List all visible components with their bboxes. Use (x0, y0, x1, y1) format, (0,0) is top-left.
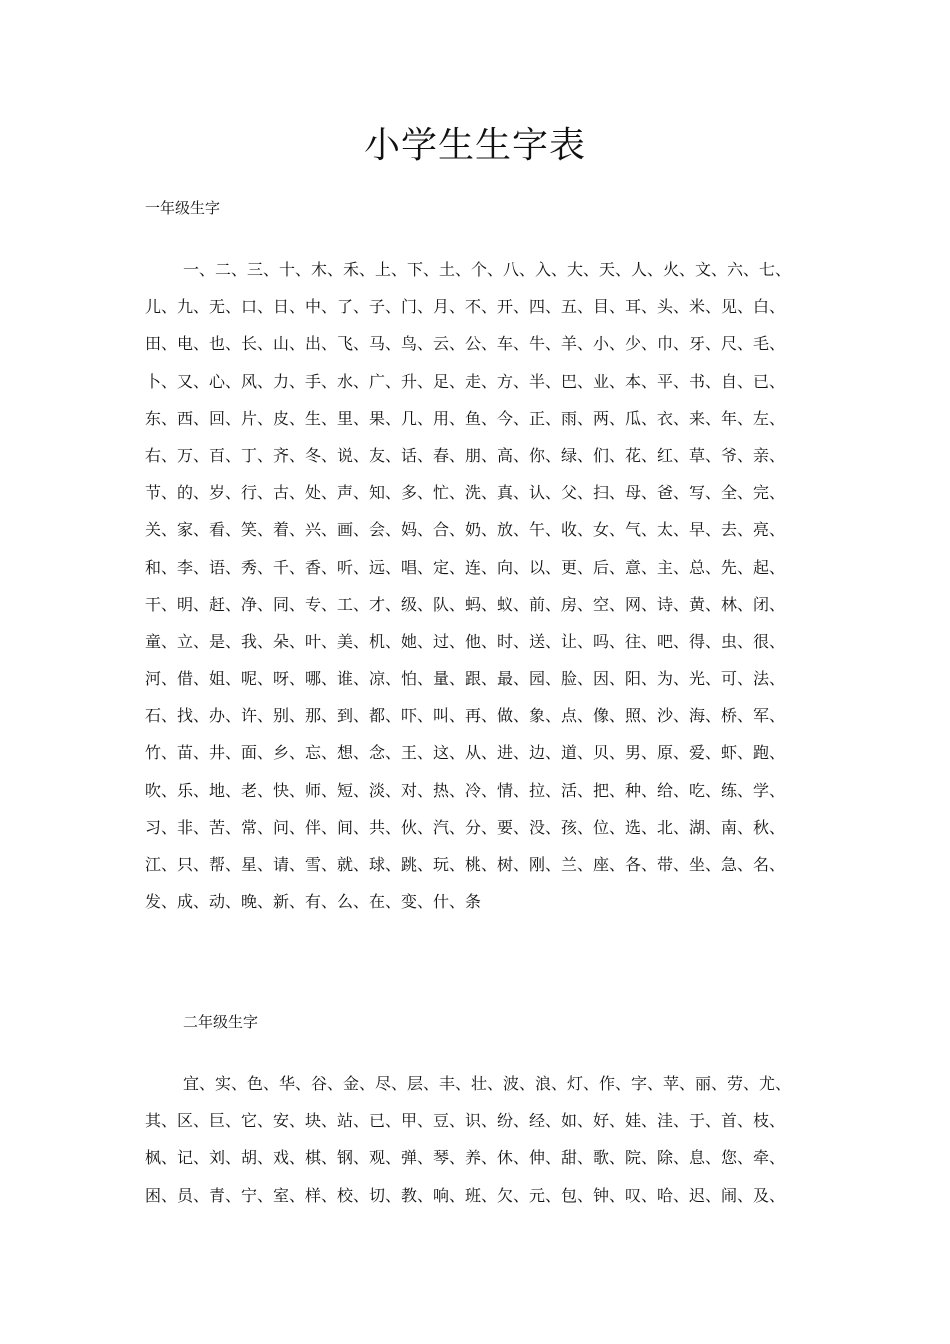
grade1-character-line: 竹、苗、井、面、乡、忘、想、念、王、这、从、进、边、道、贝、男、原、爱、虾、跑、 (145, 743, 786, 763)
grade1-character-line: 儿、九、无、口、日、中、了、子、门、月、不、开、四、五、目、耳、头、米、见、白、 (145, 297, 786, 317)
grade1-character-list (145, 251, 825, 920)
grade1-character-line: 和、李、语、秀、千、香、听、远、唱、定、连、向、以、更、后、意、主、总、先、起、 (145, 557, 786, 577)
grade1-character-line: 一、二、三、十、木、禾、上、下、土、个、八、入、大、天、人、火、文、六、七、 (183, 260, 792, 279)
grade1-character-line: 发、成、动、晚、新、有、么、在、变、什、条 (145, 892, 482, 912)
grade2-character-line: 宜、实、色、华、谷、金、尽、层、丰、壮、波、浪、灯、作、字、苹、丽、劳、尤、 (183, 1074, 792, 1093)
grade2-character-line: 枫、记、刘、胡、戏、棋、钢、观、弹、琴、养、休、伸、甜、歌、院、除、息、您、牵、 (145, 1148, 786, 1168)
grade1-character-line: 右、万、百、丁、齐、冬、说、友、话、春、朋、高、你、绿、们、花、红、草、爷、亲、 (145, 445, 786, 465)
grade2-heading: 二年级生字 (183, 1013, 259, 1031)
grade1-character-line: 江、只、帮、星、请、雪、就、球、跳、玩、桃、树、刚、兰、座、各、带、坐、急、名、 (145, 855, 786, 874)
grade1-character-line: 卜、又、心、风、力、手、水、广、升、足、走、方、半、巴、业、本、平、书、自、已、 (145, 371, 786, 391)
grade1-character-line: 关、家、看、笑、着、兴、画、会、妈、合、奶、放、午、收、女、气、太、早、去、亮、 (145, 520, 786, 540)
grade1-character-line: 吹、乐、地、老、快、师、短、淡、对、热、冷、情、拉、活、把、种、给、吃、练、学、 (145, 780, 786, 800)
grade1-character-line: 东、西、回、片、皮、生、里、果、几、用、鱼、今、正、雨、两、瓜、衣、来、年、左、 (145, 408, 786, 428)
grade1-character-line: 田、电、也、长、山、出、飞、马、鸟、云、公、车、牛、羊、小、少、巾、牙、尺、毛、 (145, 334, 786, 354)
grade1-character-line: 河、借、姐、呢、呀、哪、谁、凉、怕、量、跟、最、园、脸、因、阳、为、光、可、法、 (145, 669, 786, 689)
grade2-character-list (145, 1065, 825, 1214)
grade1-character-line: 习、非、苦、常、问、伴、间、共、伙、汽、分、要、没、孩、位、选、北、湖、南、秋、 (145, 817, 786, 837)
grade1-character-line: 童、立、是、我、朵、叶、美、机、她、过、他、时、送、让、吗、往、吧、得、虫、很、 (145, 631, 786, 651)
document-title: 小学生生字表 (363, 125, 586, 167)
grade1-character-line: 节、的、岁、行、古、处、声、知、多、忙、洗、真、认、父、扫、母、爸、写、全、完、 (145, 483, 786, 503)
grade1-character-line: 干、明、赶、净、同、专、工、才、级、队、蚂、蚁、前、房、空、网、诗、黄、林、闭、 (145, 594, 786, 614)
grade1-heading: 一年级生字 (145, 199, 221, 217)
grade1-character-line: 石、找、办、许、别、那、到、都、吓、叫、再、做、象、点、像、照、沙、海、桥、军、 (145, 706, 786, 726)
grade2-character-line: 其、区、巨、它、安、块、站、已、甲、豆、识、纷、经、如、好、娃、洼、于、首、枝、 (145, 1111, 786, 1131)
grade2-character-line: 困、员、青、宁、室、样、校、切、教、响、班、欠、元、包、钟、叹、哈、迟、闹、及、 (145, 1185, 786, 1205)
